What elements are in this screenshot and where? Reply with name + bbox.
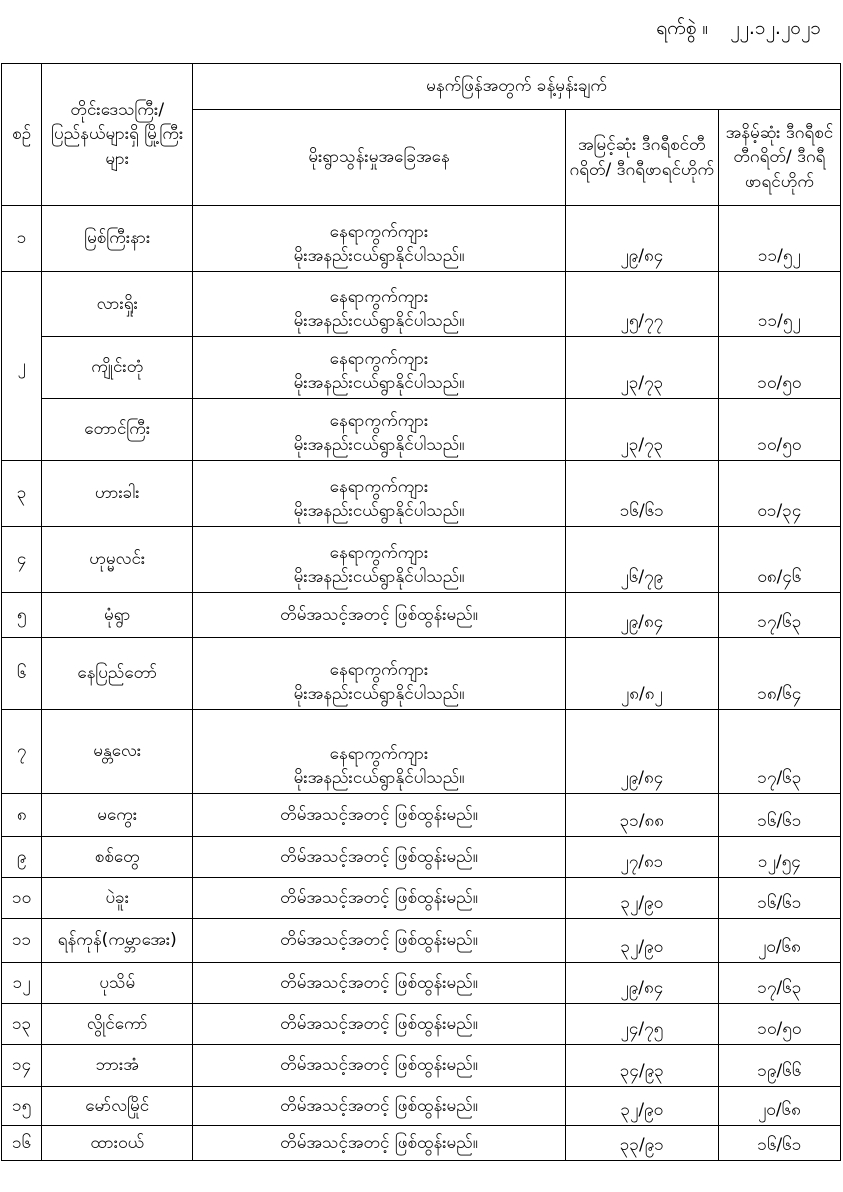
condition-line: တိမ်အသင့်အတင့် ဖြစ်ထွန်းမည်။ <box>280 846 478 867</box>
condition-line: နေရာကွက်ကျား <box>329 659 429 680</box>
min-temperature: ၁၉/၆၆ <box>718 1045 840 1087</box>
max-temperature: ၂၉/၈၄ <box>565 593 718 638</box>
date-label: ရက်စွဲ ။ <box>656 17 709 39</box>
condition-line: တိမ်အသင့်အတင့် ဖြစ်ထွန်းမည်။ <box>280 1132 478 1153</box>
rain-condition <box>193 919 566 963</box>
table-row <box>2 1087 841 1126</box>
table-row <box>2 337 841 399</box>
table-row <box>2 593 841 638</box>
rain-condition <box>193 878 566 919</box>
table-row <box>2 461 841 527</box>
min-temperature: ၁၆/၆၁ <box>718 878 840 919</box>
row-number: ၅ <box>2 593 42 638</box>
condition-line: နေရာကွက်ကျား <box>329 410 429 431</box>
row-number: ၇ <box>2 710 42 794</box>
rain-condition <box>193 1045 566 1087</box>
condition-line: တိမ်အသင့်အတင့် ဖြစ်ထွန်းမည်။ <box>280 1013 478 1034</box>
condition-line: မိုးအနည်းငယ်ရွာနိုင်ပါသည်။ <box>293 373 465 394</box>
condition-line: တိမ်အသင့်အတင့် ဖြစ်ထွန်းမည်။ <box>280 887 478 908</box>
city-name: နေပြည်တော် <box>42 638 193 710</box>
condition-line: တိမ်အသင့်အတင့် ဖြစ်ထွန်းမည်။ <box>280 604 478 625</box>
row-number: ၁၂ <box>2 963 42 1004</box>
min-temperature: ၁၆/၆၁ <box>718 794 840 837</box>
min-temperature: ၁၇/၆၃ <box>718 710 840 794</box>
min-temperature: ၁၁/၅၂ <box>718 206 840 272</box>
condition-line: တိမ်အသင့်အတင့် ဖြစ်ထွန်းမည်။ <box>280 1095 478 1116</box>
condition-line: မိုးအနည်းငယ်ရွာနိုင်ပါသည်။ <box>293 435 465 456</box>
row-number: ၆ <box>2 638 42 710</box>
min-temperature: ၁၂/၅၄ <box>718 837 840 878</box>
condition-line: တိမ်အသင့်အတင့် ဖြစ်ထွန်းမည်။ <box>280 930 478 951</box>
max-temperature: ၂၇/၈၁ <box>565 837 718 878</box>
row-number: ၉ <box>2 837 42 878</box>
city-name: မန္တလေး <box>42 710 193 794</box>
rain-condition <box>193 527 566 593</box>
rain-condition <box>193 710 566 794</box>
city-name: မြစ်ကြီးနား <box>42 206 193 272</box>
row-number: ၄ <box>2 527 42 593</box>
row-number: ၁၄ <box>2 1045 42 1087</box>
table-row <box>2 919 841 963</box>
min-temperature: ၁၀/၅၀ <box>718 337 840 399</box>
city-name: ပုသိမ် <box>42 963 193 1004</box>
condition-line: နေရာကွက်ကျား <box>329 286 429 307</box>
rain-condition <box>193 794 566 837</box>
date-line <box>656 16 821 44</box>
min-temperature: ၁၆/၆၁ <box>718 1126 840 1161</box>
rain-condition <box>193 272 566 337</box>
city-name: လွိုင်ကော် <box>42 1004 193 1045</box>
rain-condition <box>193 1004 566 1045</box>
city-name: ပဲခူး <box>42 878 193 919</box>
row-number: ၁၅ <box>2 1087 42 1126</box>
row-number: ၁ <box>2 206 42 272</box>
condition-line: နေရာကွက်ကျား <box>329 221 429 242</box>
max-temperature: ၂၈/၈၂ <box>565 638 718 710</box>
max-temperature: ၂၉/၈၄ <box>565 710 718 794</box>
rain-condition <box>193 206 566 272</box>
row-number: ၃ <box>2 461 42 527</box>
rain-condition <box>193 593 566 638</box>
table-row <box>2 794 841 837</box>
row-number: ၁၁ <box>2 919 42 963</box>
city-name: မုံရွာ <box>42 593 193 638</box>
city-name: ဘားအံ <box>42 1045 193 1087</box>
condition-line: မိုးအနည်းငယ်ရွာနိုင်ပါသည်။ <box>293 768 465 789</box>
min-temperature: ၁၀/၅၀ <box>718 1004 840 1045</box>
col-header-no: စဉ် <box>2 64 42 206</box>
min-temperature: ၁၇/၆၃ <box>718 963 840 1004</box>
rain-condition <box>193 337 566 399</box>
table-header <box>2 64 841 206</box>
col-header-city: တိုင်းဒေသကြီး/ ပြည်နယ်များရှိ မြို့ကြီးများ <box>42 64 193 206</box>
max-temperature: ၂၉/၈၄ <box>565 206 718 272</box>
col-header-condition: မိုးရွာသွန်းမှုအခြေအနေ <box>193 110 566 206</box>
max-temperature: ၃၂/၉၀ <box>565 878 718 919</box>
table-row <box>2 710 841 794</box>
row-number: ၁၀ <box>2 878 42 919</box>
condition-line: နေရာကွက်ကျား <box>329 476 429 497</box>
max-temperature: ၃၂/၉၀ <box>565 1087 718 1126</box>
city-name: တောင်ကြီး <box>42 399 193 461</box>
max-temperature: ၃၂/၉၀ <box>565 919 718 963</box>
rain-condition <box>193 1126 566 1161</box>
table-row <box>2 272 841 337</box>
city-name: ထားဝယ် <box>42 1126 193 1161</box>
table-row <box>2 638 841 710</box>
min-temperature: ၁၇/၆၃ <box>718 593 840 638</box>
condition-line: တိမ်အသင့်အတင့် ဖြစ်ထွန်းမည်။ <box>280 1055 478 1076</box>
rain-condition <box>193 1087 566 1126</box>
max-temperature: ၃၁/၈၈ <box>565 794 718 837</box>
rain-condition <box>193 461 566 527</box>
condition-line: တိမ်အသင့်အတင့် ဖြစ်ထွန်းမည်။ <box>280 972 478 993</box>
condition-line: တိမ်အသင့်အတင့် ဖြစ်ထွန်းမည်။ <box>280 804 478 825</box>
col-header-max: အမြင့်ဆုံး ဒီဂရီစင်တီဂရိတ်/ ဒီဂရီဖာရင်ဟိုက် <box>565 110 718 206</box>
row-number: ၁၃ <box>2 1004 42 1045</box>
table-row <box>2 399 841 461</box>
max-temperature: ၂၃/၇၃ <box>565 337 718 399</box>
row-number: ၂ <box>2 272 42 461</box>
max-temperature: ၂၆/၇၉ <box>565 527 718 593</box>
city-name: ရန်ကုန်(ကမ္ဘာအေး) <box>42 919 193 963</box>
col-header-min: အနိမ့်ဆုံး ဒီဂရီစင်တီဂရိတ်/ ဒီဂရီဖာရင်ဟိုက် <box>718 110 840 206</box>
table-row <box>2 1045 841 1087</box>
max-temperature: ၂၉/၈၄ <box>565 963 718 1004</box>
rain-condition <box>193 638 566 710</box>
condition-line: မိုးအနည်းငယ်ရွာနိုင်ပါသည်။ <box>293 684 465 705</box>
table-row <box>2 527 841 593</box>
max-temperature: ၃၃/၉၁ <box>565 1126 718 1161</box>
condition-line: မိုးအနည်းငယ်ရွာနိုင်ပါသည်။ <box>293 246 465 267</box>
col-header-forecast: မနက်ဖြန်အတွက် ခန့်မှန်းချက် <box>193 64 841 110</box>
condition-line: နေရာကွက်ကျား <box>329 542 429 563</box>
min-temperature: ၀၈/၄၆ <box>718 527 840 593</box>
row-number: ၈ <box>2 794 42 837</box>
city-name: မော်လမြိုင် <box>42 1087 193 1126</box>
min-temperature: ၁၀/၅၀ <box>718 399 840 461</box>
city-name: စစ်တွေ <box>42 837 193 878</box>
rain-condition <box>193 399 566 461</box>
condition-line: မိုးအနည်းငယ်ရွာနိုင်ပါသည်။ <box>293 501 465 522</box>
max-temperature: ၂၄/၇၅ <box>565 1004 718 1045</box>
min-temperature: ၀၁/၃၄ <box>718 461 840 527</box>
max-temperature: ၁၆/၆၁ <box>565 461 718 527</box>
forecast-table <box>1 63 841 1161</box>
table-row <box>2 963 841 1004</box>
city-name: ကျိုင်းတုံ <box>42 337 193 399</box>
rain-condition <box>193 963 566 1004</box>
max-temperature: ၃၄/၉၃ <box>565 1045 718 1087</box>
table-row <box>2 206 841 272</box>
city-name: မကွေး <box>42 794 193 837</box>
min-temperature: ၂၀/၆၈ <box>718 1087 840 1126</box>
min-temperature: ၁၁/၅၂ <box>718 272 840 337</box>
rain-condition <box>193 837 566 878</box>
condition-line: နေရာကွက်ကျား <box>329 743 429 764</box>
table-row <box>2 1004 841 1045</box>
condition-line: နေရာကွက်ကျား <box>329 348 429 369</box>
table-body <box>2 206 841 1161</box>
table-row <box>2 878 841 919</box>
min-temperature: ၂၀/၆၈ <box>718 919 840 963</box>
row-number: ၁၆ <box>2 1126 42 1161</box>
condition-line: မိုးအနည်းငယ်ရွာနိုင်ပါသည်။ <box>293 567 465 588</box>
city-name: လားရှိုး <box>42 272 193 337</box>
city-name: ဟုမ္မလင်း <box>42 527 193 593</box>
min-temperature: ၁၈/၆၄ <box>718 638 840 710</box>
max-temperature: ၂၃/၇၃ <box>565 399 718 461</box>
condition-line: မိုးအနည်းငယ်ရွာနိုင်ပါသည်။ <box>293 311 465 332</box>
city-name: ဟားခါး <box>42 461 193 527</box>
table-row <box>2 1126 841 1161</box>
table-row <box>2 837 841 878</box>
date-value: ၂၂.၁၂.၂၀၂၁ <box>730 17 821 39</box>
max-temperature: ၂၅/၇၇ <box>565 272 718 337</box>
